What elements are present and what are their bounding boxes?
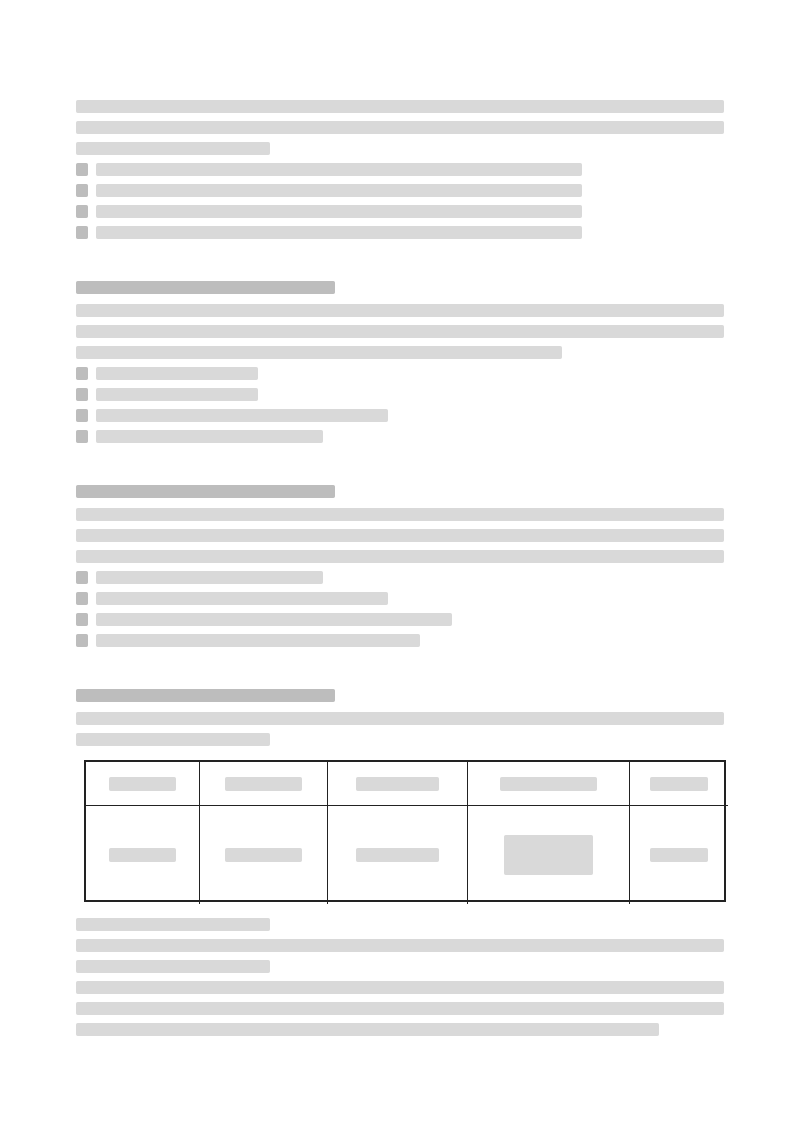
option-b[interactable]: [76, 592, 724, 605]
table-cell: [86, 762, 200, 806]
table-cell: [328, 806, 468, 904]
section-heading: [76, 281, 335, 294]
sub-question-line[interactable]: [76, 960, 270, 973]
sub-question-line[interactable]: [76, 981, 724, 994]
sub-question-line[interactable]: [76, 1023, 659, 1036]
option-d[interactable]: [76, 634, 724, 647]
question-text-line: [76, 121, 724, 134]
table-cell: [630, 762, 728, 806]
question-text-line: [76, 550, 724, 563]
option-c[interactable]: [76, 409, 724, 422]
question-text-line: [76, 346, 562, 359]
answer-paren: [76, 142, 270, 155]
question-text-line: [76, 733, 270, 746]
option-d[interactable]: [76, 430, 724, 443]
section-heading: [76, 689, 335, 702]
question-1: [76, 100, 724, 239]
question-text-line: [76, 100, 724, 113]
section-heading: [76, 485, 335, 498]
table-cell: [200, 762, 328, 806]
table-cell: [630, 806, 728, 904]
question-4: [76, 689, 724, 1036]
worksheet-content: [76, 92, 724, 1078]
question-text-line: [76, 712, 724, 725]
option-a[interactable]: [76, 367, 724, 380]
table-cell: [200, 806, 328, 904]
table-cell: [86, 806, 200, 904]
option-d[interactable]: [76, 226, 724, 239]
sub-question-line[interactable]: [76, 939, 724, 952]
table-cell: [468, 762, 630, 806]
phenotype-genotype-table: [84, 760, 726, 902]
option-a[interactable]: [76, 571, 724, 584]
question-3: [76, 485, 724, 647]
question-text-line: [76, 325, 724, 338]
question-text-line: [76, 508, 724, 521]
option-c[interactable]: [76, 613, 724, 626]
question-text-line: [76, 918, 270, 931]
table-cell: [468, 806, 630, 904]
option-b[interactable]: [76, 184, 724, 197]
sub-question-line[interactable]: [76, 1002, 724, 1015]
question-text-line: [76, 529, 724, 542]
question-text-line: [76, 304, 724, 317]
option-a[interactable]: [76, 163, 724, 176]
question-2: [76, 281, 724, 443]
table-cell: [328, 762, 468, 806]
option-b[interactable]: [76, 388, 724, 401]
option-c[interactable]: [76, 205, 724, 218]
